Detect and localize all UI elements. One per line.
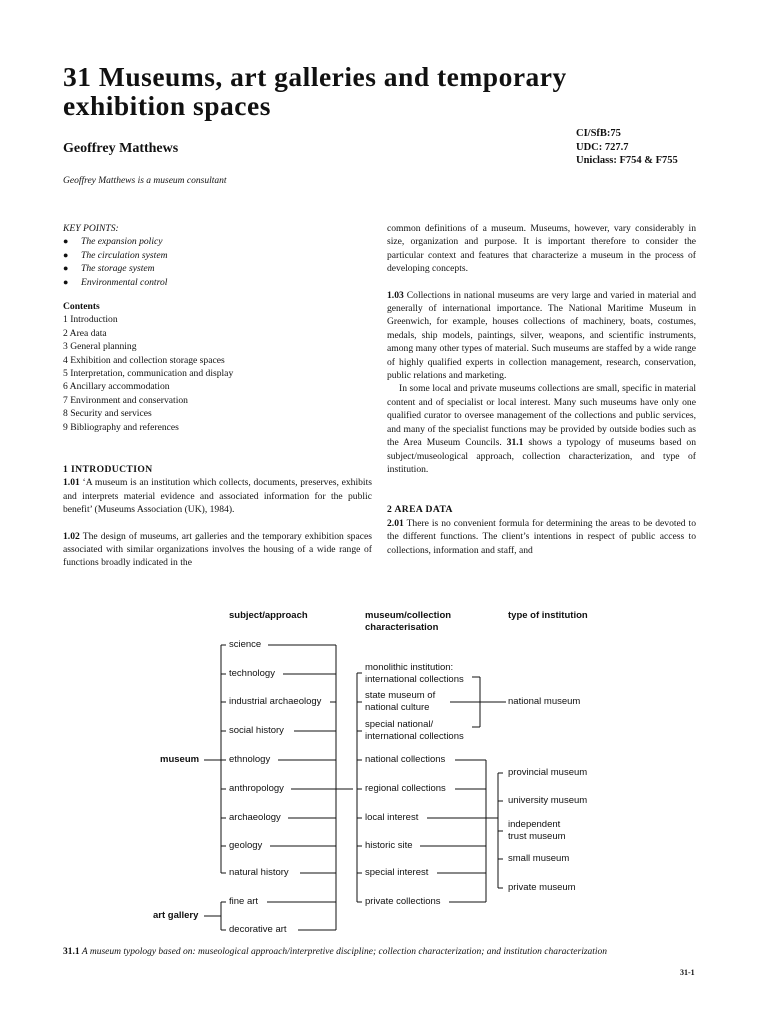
characterisation-label: special interest — [365, 867, 429, 878]
key-points-list — [63, 235, 372, 289]
root-museum: museum — [160, 754, 200, 765]
paragraph-1-02: 1.02 The design of museums, art galleries and the temporary exhibition spaces associated with similar organizations involves the housing of a wide range of functions broadly indicated in the — [63, 530, 372, 569]
contents-item: 1 Introduction — [63, 314, 118, 326]
paragraph-number: 1.02 — [63, 530, 80, 542]
paragraph-number: 1.03 — [387, 289, 404, 301]
figure-reference: 31.1 — [506, 437, 524, 449]
characterisation-label: state museum of national culture — [365, 690, 436, 713]
section-heading-introduction: 1 INTRODUCTION — [63, 464, 153, 475]
subject-label: science — [229, 639, 262, 650]
key-point-item: ● The storage system — [63, 262, 372, 275]
classification-codes — [576, 127, 678, 168]
subject-label: industrial archaeology — [229, 696, 322, 707]
typology-diagram-lines — [0, 600, 768, 945]
key-points-heading: KEY POINTS: — [63, 223, 119, 234]
paragraph-number: 2.01 — [387, 517, 404, 529]
contents-item: 7 Environment and conservation — [63, 394, 188, 406]
key-point-item: ● Environmental control — [63, 276, 372, 289]
header-type-of-institution: type of institution — [508, 610, 588, 621]
root-art-gallery: art gallery — [153, 910, 199, 921]
subject-label: decorative art — [229, 924, 287, 935]
header-museum-characterisation: museum/collection characterisation — [365, 610, 452, 633]
subject-label: anthropology — [229, 783, 284, 794]
characterisation-label: private collections — [365, 896, 441, 907]
subject-label: natural history — [229, 867, 289, 878]
left-column — [63, 222, 372, 434]
institution-label: university museum — [508, 795, 588, 806]
paragraph-1-01: 1.01 ‘A museum is an institution which collects, documents, preserves, exhibits and interprets material evidence and associated information for the public benefit’ (Museums Association (UK), 1984). — [63, 477, 372, 516]
contents-item: 4 Exhibition and collection storage spaces — [63, 354, 225, 366]
subject-label: archaeology — [229, 812, 281, 823]
characterisation-label: national collections — [365, 754, 446, 765]
contents-list — [63, 313, 372, 434]
key-point-item: ● The circulation system — [63, 249, 372, 262]
institution-label: private museum — [508, 882, 576, 893]
classification-udc: UDC: 727.7 — [576, 141, 629, 153]
classification-cisfb: CI/SfB:75 — [576, 128, 621, 139]
right-column — [387, 222, 696, 557]
contents-item: 8 Security and services — [63, 408, 152, 420]
characterisation-label: monolithic institution: international collections — [365, 662, 464, 685]
institution-label: provincial museum — [508, 767, 588, 778]
subject-label: geology — [229, 840, 263, 851]
contents-item: 9 Bibliography and references — [63, 421, 179, 433]
contents-item: 3 General planning — [63, 341, 137, 353]
paragraph-number: 1.01 — [63, 477, 80, 489]
key-point-item: ● The expansion policy — [63, 235, 372, 248]
section-introduction — [63, 463, 372, 570]
contents-item: 2 Area data — [63, 327, 107, 339]
header-subject-approach: subject/approach — [229, 610, 308, 621]
classification-uniclass: Uniclass: F754 & F755 — [576, 155, 678, 166]
subject-label: technology — [229, 668, 275, 679]
figure-number: 31.1 — [63, 947, 80, 957]
characterisation-label: special national/ international collections — [365, 719, 464, 742]
paragraph-2-01: 2.01 There is no convenient formula for determining the areas to be devoted to the different functions. The client’s intentions in respect of public access to collections, information and staff, and — [387, 517, 696, 556]
typology-diagram — [0, 600, 768, 945]
author-name: Geoffrey Matthews — [63, 141, 179, 156]
contents-item: 5 Interpretation, communication and display — [63, 368, 234, 380]
institution-label: independent trust museum — [508, 819, 566, 842]
page-number: 31-1 — [680, 968, 695, 977]
characterisation-label: regional collections — [365, 783, 446, 794]
section-heading-area-data: 2 AREA DATA — [387, 504, 453, 516]
institution-label: small museum — [508, 853, 570, 864]
institution-label: national museum — [508, 696, 581, 707]
contents-heading: Contents — [63, 301, 100, 313]
figure-caption: 31.1 A museum typology based on: museological approach/interpretive discipline; collection characterization; and institution characterization — [63, 947, 608, 957]
paragraph-1-02-continued: common definitions of a museum. Museums, however, vary considerably in size, organization and purpose. It is important therefore to consider the particular context and features that characterize a museum in the process of developing concepts. — [387, 223, 696, 275]
characterisation-label: historic site — [365, 840, 413, 851]
subject-label: social history — [229, 725, 284, 736]
subject-label: ethnology — [229, 754, 271, 765]
page-title: 31 Museums, art galleries and temporary exhibition spaces — [63, 61, 567, 121]
subject-label: fine art — [229, 896, 259, 907]
contents-item: 6 Ancillary accommodation — [63, 381, 170, 393]
paragraph-1-03: 1.03 Collections in national museums are very large and varied in material and generally of international importance. The National Maritime Museum in Greenwich, for example, houses collections of machinery, boats, costumes, medals, ship models, paintings, silver, weapons, and scientific instruments, among many other types of material. Such museums are staffed by a wide range of highly qualified experts in collection management, research, conservation, public relations and marketing. — [387, 289, 696, 382]
paragraph-1-03-second: In some local and private museums collections are small, specific in material content and of specialist or local interest. Many such museums have only one qualified curator to oversee management of the collections and public services, and many of the specialist functions may be provided by outside bodies such as the Area Museum Councils. 31.1 shows a typology of museums based on subject/museological approach, collection characterization, and type of institution. — [387, 383, 697, 475]
author-bio: Geoffrey Matthews is a museum consultant — [63, 176, 227, 186]
characterisation-label: local interest — [365, 812, 419, 823]
